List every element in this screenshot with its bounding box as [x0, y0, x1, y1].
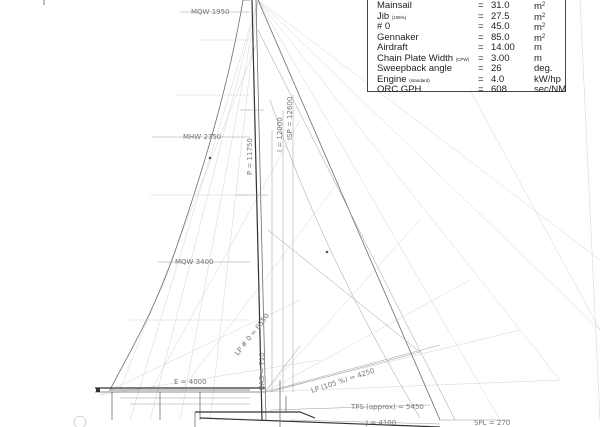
spec-unit-exponent: 2 — [541, 33, 546, 40]
spec-unit — [534, 42, 542, 53]
spec-label: Sweepback angle — [377, 63, 452, 74]
spec-label: Engine — [377, 73, 407, 85]
spec-unit-exponent: 2 — [541, 2, 546, 8]
spec-label: ORC GPH — [377, 84, 422, 95]
spec-unit-text: deg. — [534, 63, 553, 74]
spec-label: Gennaker — [377, 31, 419, 43]
spec-equals: = — [478, 21, 484, 32]
spec-value: 31.0 — [491, 0, 510, 11]
label-bas: BAS = 710 — [258, 352, 266, 390]
spec-value: 14.00 — [491, 42, 515, 53]
spec-equals: = — [478, 52, 484, 64]
label-lp-fore: LP # 0 = 6550 — [233, 312, 271, 358]
spec-value: 4.0 — [491, 73, 505, 85]
spec-value: 27.5 — [491, 10, 510, 22]
spec-unit-text: m — [534, 42, 542, 53]
spec-unit-text: m — [534, 11, 542, 23]
label-mqw-low: MQW 3400 — [175, 258, 214, 266]
spec-equals: = — [478, 31, 484, 43]
spec-label: Chain Plate Width — [377, 52, 454, 64]
spec-unit-text: sec/NM — [534, 84, 567, 95]
spec-unit — [534, 63, 553, 74]
spec-label: # 0 — [377, 21, 391, 32]
label-e: E = 4000 — [174, 378, 207, 386]
spec-label: Jib — [377, 10, 390, 22]
spec-equals: = — [478, 0, 484, 11]
spec-value: 45.0 — [491, 21, 510, 32]
mainsail — [110, 0, 250, 390]
spec-unit-text: m — [534, 52, 542, 64]
spec-equals: = — [478, 73, 484, 85]
spec-unit — [534, 84, 566, 95]
label-j: J = 4100 — [366, 419, 397, 427]
spec-label-qualifier: (105%) — [391, 14, 407, 20]
spec-unit — [534, 74, 561, 85]
spec-label-qualifier: (standard) — [409, 77, 430, 83]
spec-unit-text: kW/hp — [534, 73, 561, 85]
spec-value: 608 — [491, 84, 507, 95]
label-isp: ISP = 12600 — [286, 96, 294, 140]
specifications-table — [367, 0, 567, 95]
spec-equals: = — [478, 84, 484, 95]
dimension-lines — [265, 95, 510, 424]
label-mqw-top: MQW 1950 — [191, 8, 230, 16]
spec-label: Airdraft — [377, 42, 408, 53]
label-tps: TPS (approx) = 5450 — [351, 403, 424, 411]
spec-unit-text: m — [534, 32, 542, 44]
spec-value: 26 — [491, 63, 502, 74]
spec-unit-text: m — [534, 22, 542, 33]
spec-unit-text: m — [534, 1, 542, 12]
label-spl: SPL = 270 — [474, 419, 511, 427]
label-lp-jib: LP (105 %) = 4250 — [310, 366, 376, 395]
spec-equals: = — [478, 42, 484, 53]
spec-value: 85.0 — [491, 31, 510, 43]
spec-unit-exponent: 2 — [541, 12, 546, 19]
spec-label: Mainsail — [377, 0, 412, 11]
label-p: P = 11750 — [246, 138, 254, 175]
spec-unit-exponent: 2 — [541, 23, 546, 29]
spec-unit — [534, 53, 542, 64]
spec-equals: = — [478, 10, 484, 22]
label-mhw: MHW 2750 — [183, 133, 222, 141]
spec-equals: = — [478, 63, 484, 74]
spec-label-qualifier: (CPW) — [455, 56, 470, 62]
spec-value: 3.00 — [491, 52, 510, 64]
label-i: I = 12000 — [276, 117, 284, 152]
